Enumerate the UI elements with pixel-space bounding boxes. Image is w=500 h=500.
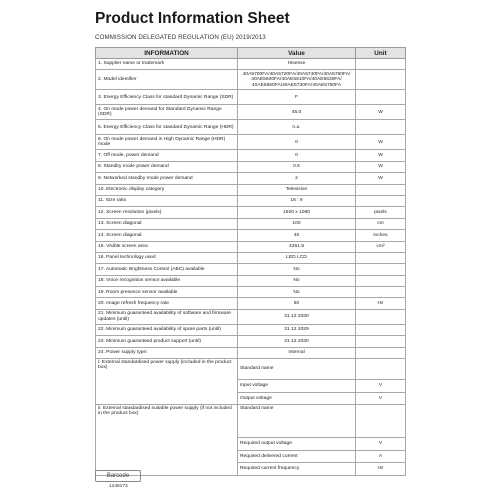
table-row (96, 173, 406, 184)
row-value: 0.5 (238, 161, 356, 172)
sub-row-unit (356, 405, 406, 438)
row-info: 6. On mode power demand in High Dynamic Range (HDR) mode (96, 135, 238, 150)
row-info: 23. Minimum guaranteed product support (until) (96, 336, 238, 347)
row-unit (356, 309, 406, 324)
table-row (96, 70, 406, 90)
row-value: LED LCD (238, 252, 356, 263)
table-row (96, 150, 406, 161)
row-unit (356, 184, 406, 195)
barcode-box: Barcode (95, 470, 141, 482)
row-info: 2. Model identifier (96, 70, 238, 90)
table-row (96, 336, 406, 347)
table-row (96, 184, 406, 195)
row-unit: pixels (356, 207, 406, 218)
row-value: No (238, 264, 356, 275)
row-value: 0 (238, 150, 356, 161)
row-value: n.a. (238, 120, 356, 135)
row-value: 40 (238, 230, 356, 241)
information-table (95, 47, 406, 476)
sub-row-unit: V (356, 438, 406, 451)
sheet-subtitle: COMMISSION DELEGATED REGULATION (EU) 2019/2013 (95, 34, 266, 41)
row-info: 16. Panel technology used (96, 252, 238, 263)
table-row (96, 59, 406, 70)
sub-row-label: Standard name (238, 405, 356, 438)
sheet-title: Product Information Sheet (95, 10, 290, 27)
table-row (96, 287, 406, 298)
table-row (96, 275, 406, 286)
sub-row-unit: A (356, 450, 406, 463)
row-value: 45.0 (238, 105, 356, 120)
table-row (96, 195, 406, 206)
row-unit: W (356, 135, 406, 150)
row-info: 17. Automatic Brightness Control (ABC) available (96, 264, 238, 275)
row-unit (356, 59, 406, 70)
sub-row-unit: V (356, 380, 406, 393)
sub-row-label: Output voltage (238, 392, 356, 405)
row-unit (356, 120, 406, 135)
row-value: 4261.9 (238, 241, 356, 252)
row-info: 19. Room presence sensor available (96, 287, 238, 298)
row-unit (356, 287, 406, 298)
sub-row-label: Standard name (238, 359, 356, 380)
row-info: 13. Screen diagonal (96, 218, 238, 229)
sub-row-unit (356, 359, 406, 380)
table-row (96, 207, 406, 218)
row-info: 15. Visible screen area (96, 241, 238, 252)
product-information-sheet (95, 8, 405, 492)
row-unit (356, 324, 406, 335)
row-unit (356, 347, 406, 358)
row-info: 20. Image refresh frequency rate (96, 298, 238, 309)
row-value: 31 12 2029 (238, 324, 356, 335)
table-row (96, 120, 406, 135)
row-value: Internal (238, 347, 356, 358)
row-info: 21. Minimum guaranteed availability of software and firmware updates (until) (96, 309, 238, 324)
row-unit (356, 264, 406, 275)
row-unit: inches (356, 230, 406, 241)
table-row (96, 347, 406, 358)
table-row (96, 252, 406, 263)
table-row (96, 241, 406, 252)
row-unit: cm (356, 218, 406, 229)
row-value: 2 (238, 173, 356, 184)
row-value: 1920 x 1080 (238, 207, 356, 218)
row-info: 5. Energy Efficiency Class for standard Dynamic Range (HDR) (96, 120, 238, 135)
table-row (96, 298, 406, 309)
row-unit (356, 90, 406, 105)
row-info: 10. Electronic display category (96, 184, 238, 195)
row-info: 14. Screen diagonal (96, 230, 238, 241)
table-row (96, 359, 406, 380)
row-unit (356, 70, 406, 90)
sub-row-unit: V (356, 392, 406, 405)
row-value: 31 12 2030 (238, 336, 356, 347)
row-value: No (238, 275, 356, 286)
table-row (96, 309, 406, 324)
row-value: 60 (238, 298, 356, 309)
table-row (96, 161, 406, 172)
row-unit: W (356, 150, 406, 161)
row-info: 18. Voice recognition sensor available (96, 275, 238, 286)
row-info: 9. Networked standby mode power demand (96, 173, 238, 184)
row-unit (356, 252, 406, 263)
row-unit: W (356, 161, 406, 172)
row-value: 31 12 2030 (238, 309, 356, 324)
row-value: No (238, 287, 356, 298)
row-unit: cm² (356, 241, 406, 252)
table-row (96, 105, 406, 120)
table-row (96, 264, 406, 275)
table-row (96, 324, 406, 335)
row-unit (356, 275, 406, 286)
table-row (96, 90, 406, 105)
table-row (96, 135, 406, 150)
sub-row-label: Required output voltage (238, 438, 356, 451)
sub-row-unit: Hz (356, 463, 406, 476)
sub-row-label: Required current frequency (238, 463, 356, 476)
barcode-number: 1248173 (109, 484, 128, 489)
sub-row-label: Input voltage (238, 380, 356, 393)
header-unit: Unit (356, 48, 406, 59)
table-row (96, 405, 406, 438)
row-unit: W (356, 105, 406, 120)
row-value: 40A5700FA/40A5720FA/40A5740FA/40A5760FA/ 40AE5600FA/40AE5610FA/40AE5630FA/ 40AE5650FA/40AE5730FA/40AE5750FA (238, 70, 356, 90)
row-info: 3. Energy Efficiency Class for standard Dynamic Range (SDR) (96, 90, 238, 105)
row-unit (356, 195, 406, 206)
external-suitable-psu-label: ii: External standardised suitable power supply (if not included in the product box) (96, 405, 238, 476)
row-value: F (238, 90, 356, 105)
header-value: Value (238, 48, 356, 59)
row-info: 22. Minimum guaranteed availability of spare parts (until) (96, 324, 238, 335)
row-info: 24. Power supply type: (96, 347, 238, 358)
row-unit: Hz (356, 298, 406, 309)
external-psu-label: i: External standardised power supply (included in the product box) (96, 359, 238, 405)
table-row (96, 230, 406, 241)
row-value: 0 (238, 135, 356, 150)
row-value: Hisense (238, 59, 356, 70)
row-unit: W (356, 173, 406, 184)
row-info: 12. Screen resolution (pixels) (96, 207, 238, 218)
header-information: INFORMATION (96, 48, 238, 59)
row-info: 7. Off mode, power demand (96, 150, 238, 161)
row-unit (356, 336, 406, 347)
row-info: 11. Size ratio (96, 195, 238, 206)
row-value: 16 : 9 (238, 195, 356, 206)
row-value: Television (238, 184, 356, 195)
row-info: 8. Standby mode power demand (96, 161, 238, 172)
table-row (96, 218, 406, 229)
sub-row-label: Required delivered current (238, 450, 356, 463)
row-value: 100 (238, 218, 356, 229)
row-info: 1. Supplier name or trademark (96, 59, 238, 70)
row-info: 4. On mode power demand for Standard Dynamic Range (SDR) (96, 105, 238, 120)
